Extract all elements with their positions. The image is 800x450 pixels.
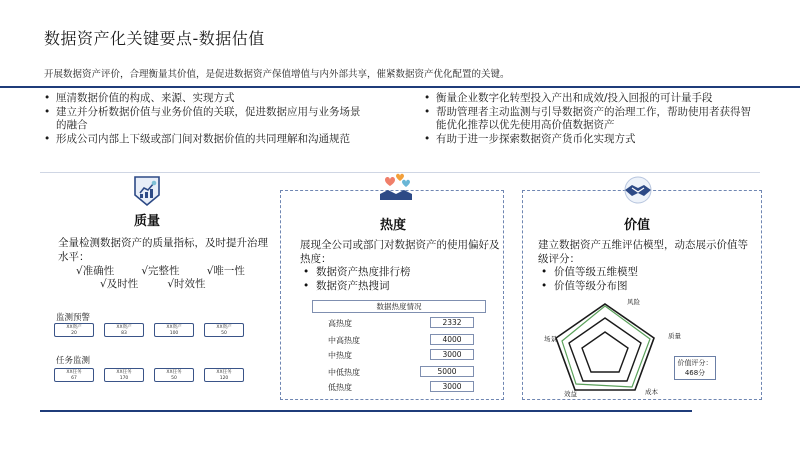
heat-row [320, 316, 480, 330]
monitor-item[interactable]: XX资产 20 [54, 323, 94, 337]
heat-list-item: • 数据资产热搜词 [303, 280, 390, 292]
check-timeliness: √及时性 [100, 278, 139, 290]
value-title: 价值 [624, 218, 651, 233]
handshake-icon [620, 176, 656, 208]
heat-row [320, 365, 480, 379]
monitor-row [54, 323, 254, 337]
value-list-item: • 价值等级五维模型 [541, 266, 638, 278]
heat-desc: 展现全公司或部门对数据资产的使用偏好及热度： [300, 239, 500, 265]
value-list-item: • 价值等级分布图 [541, 280, 628, 292]
quality-title: 质量 [134, 214, 161, 229]
heat-row [320, 380, 480, 394]
heat-row-label: 中热度 [328, 351, 352, 360]
quality-checks-row1 [76, 265, 276, 278]
quality-chart-icon [133, 175, 161, 211]
radar-label-risk: 风险 [627, 298, 640, 306]
heat-row-label: 中高热度 [328, 336, 360, 345]
monitor-item[interactable]: XX资产 50 [204, 323, 244, 337]
heat-row [320, 348, 480, 362]
bullet-list-left [40, 92, 370, 146]
heat-row-value: 4000 [430, 334, 474, 345]
task-item[interactable]: XX任务 50 [154, 368, 194, 382]
heat-row-value: 3000 [430, 349, 474, 360]
heat-row-label: 低热度 [328, 383, 352, 392]
bullet-item: • 建立并分析数据价值与业务价值的关联，促进数据应用与业务场景的融合 [40, 106, 370, 133]
monitor-item[interactable]: XX资产 83 [104, 323, 144, 337]
radar-label-quality: 质量 [668, 332, 681, 340]
page-title: 数据资产化关键要点-数据估值 [44, 29, 265, 48]
score-value: 468分 [684, 369, 706, 377]
bullet-item: • 帮助管理者主动监测与引导数据资产的治理工作，帮助使用者获得智能优化推荐以优先使用高价值数据资产 [420, 106, 760, 133]
heat-list [300, 265, 500, 293]
task-item[interactable]: XX任务 67 [54, 368, 94, 382]
heat-row [320, 333, 480, 347]
footer-rule [40, 410, 692, 412]
score-label: 价值评分： [677, 359, 713, 367]
task-row [54, 368, 254, 382]
page-subtitle: 开展数据资产评价，合理衡量其价值，是促进数据资产保值增值与内外部共享，催紧数据资产优化配置的关键。 [44, 69, 510, 80]
heat-row-label: 中低热度 [328, 368, 360, 377]
radar-label-cost: 成本 [645, 388, 658, 396]
value-list [538, 265, 738, 293]
check-completeness: √完整性 [141, 265, 180, 277]
heat-title: 热度 [380, 218, 407, 233]
hearts-icon [376, 172, 416, 206]
heat-row-value: 3000 [430, 381, 474, 392]
heat-row-value: 2332 [430, 317, 474, 328]
monitor-item[interactable]: XX资产 100 [154, 323, 194, 337]
radar-label-scene: 场景 [544, 335, 557, 343]
bullet-list-right [420, 92, 760, 146]
heat-table-title: 数据热度情况 [312, 300, 486, 313]
bullet-item: • 有助于进一步探索数据资产货币化实现方式 [420, 133, 760, 147]
radar-label-benefit: 效益 [564, 390, 577, 398]
task-item[interactable]: XX任务 170 [104, 368, 144, 382]
value-score-box [674, 356, 716, 380]
quality-desc: 全量检测数据资产的质量指标，及时提升治理水平： [58, 237, 268, 263]
check-uniqueness: √唯一性 [206, 265, 245, 277]
check-validity: √时效性 [167, 278, 206, 290]
heat-list-item: • 数据资产热度排行榜 [303, 266, 411, 278]
bullet-item: • 厘清数据价值的构成、来源、实现方式 [40, 92, 370, 106]
heat-row-label: 高热度 [328, 319, 352, 328]
quality-checks-row2 [100, 278, 300, 291]
check-accuracy: √准确性 [76, 265, 115, 277]
bullet-item: • 形成公司内部上下级或部门间对数据价值的共同理解和沟通规范 [40, 133, 370, 147]
heat-row-value: 5000 [420, 366, 474, 377]
task-item[interactable]: XX任务 120 [204, 368, 244, 382]
value-radar-chart [540, 296, 670, 400]
monitor-label: 监测预警 [56, 313, 91, 323]
task-label: 任务监测 [56, 356, 91, 366]
value-desc: 建立数据资产五维评估模型，动态展示价值等级评分： [538, 239, 748, 265]
bullet-item: • 衡量企业数字化转型投入产出和成效/投入回报的可计量手段 [420, 92, 760, 106]
header-rule [0, 86, 800, 88]
